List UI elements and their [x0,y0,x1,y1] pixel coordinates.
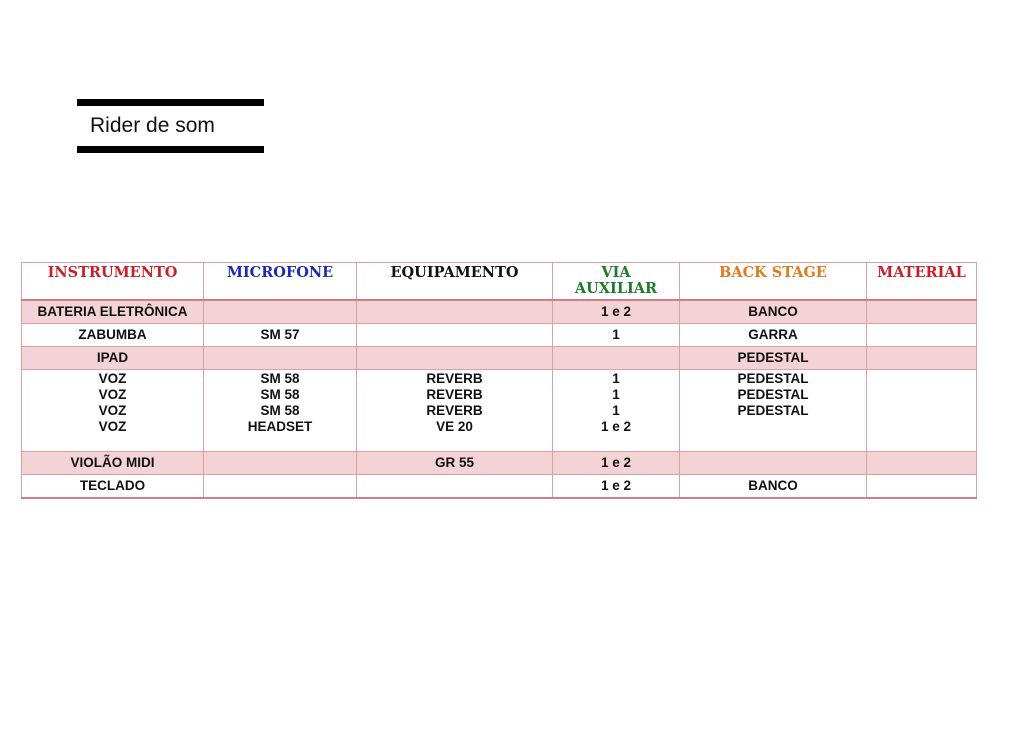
cell-line: PEDESTAL [737,387,809,402]
table-row [22,300,977,324]
table-row [22,370,977,452]
cell-material [867,300,977,324]
cell-line: 1 [612,387,620,402]
cell-microfone [204,370,357,452]
cell-via [553,347,680,370]
page-title: Rider de som [90,114,215,137]
table-row [22,452,977,475]
cell-equipamento [357,300,553,324]
cell-line: SM 58 [260,371,300,386]
cell-material [867,475,977,499]
cell-microfone: SM 57 [204,324,357,347]
cell-equipamento: GR 55 [357,452,553,475]
title-rule-top [77,99,264,106]
cell-instrumento: TECLADO [22,475,204,499]
cell-line: VOZ [98,403,127,418]
rider-table [21,262,977,499]
cell-backstage [680,452,867,475]
cell-line: VOZ [98,371,127,386]
table-row [22,347,977,370]
cell-microfone [204,347,357,370]
cell-line: VE 20 [436,419,473,434]
cell-instrumento [22,370,204,452]
cell-instrumento: BATERIA ELETRÔNICA [22,300,204,324]
header-row [22,263,977,301]
cell-microfone [204,452,357,475]
cell-line: PEDESTAL [737,403,809,418]
cell-line: PEDESTAL [737,371,809,386]
cell-via: 1 e 2 [553,475,680,499]
cell-line: VOZ [98,387,127,402]
header-instrumento: INSTRUMENTO [22,263,204,301]
cell-line: HEADSET [247,419,313,434]
cell-backstage: BANCO [680,475,867,499]
cell-equipamento [357,324,553,347]
cell-line: SM 58 [260,403,300,418]
header-equipamento: EQUIPAMENTO [357,263,553,301]
title-block [77,99,264,153]
header-backstage: BACK STAGE [680,263,867,301]
cell-backstage [680,370,867,452]
cell-backstage: BANCO [680,300,867,324]
cell-equipamento [357,347,553,370]
cell-backstage: GARRA [680,324,867,347]
cell-material [867,370,977,452]
cell-line: SM 58 [260,387,300,402]
cell-instrumento: IPAD [22,347,204,370]
cell-material [867,452,977,475]
rider-body [22,300,977,498]
cell-equipamento [357,370,553,452]
cell-instrumento: ZABUMBA [22,324,204,347]
cell-backstage: PEDESTAL [680,347,867,370]
title-rule-bottom [77,146,264,153]
cell-material [867,347,977,370]
cell-instrumento: VIOLÃO MIDI [22,452,204,475]
cell-microfone [204,300,357,324]
cell-microfone [204,475,357,499]
cell-via: 1 e 2 [553,452,680,475]
cell-material [867,324,977,347]
cell-line: REVERB [426,371,483,386]
table-row [22,324,977,347]
table-row [22,475,977,499]
header-via-line2: AUXILIAR [574,280,658,297]
header-material: MATERIAL [867,263,977,301]
header-via-auxiliar [553,263,680,301]
cell-line: 1 [612,403,620,418]
cell-line: REVERB [426,403,483,418]
cell-line: VOZ [98,419,127,434]
cell-line: 1 e 2 [600,419,632,434]
cell-line: 1 [612,371,620,386]
cell-via: 1 e 2 [553,300,680,324]
cell-via: 1 [553,324,680,347]
header-microfone: MICROFONE [204,263,357,301]
cell-equipamento [357,475,553,499]
cell-line: REVERB [426,387,483,402]
cell-via [553,370,680,452]
header-via-line1: VIA [601,264,631,281]
